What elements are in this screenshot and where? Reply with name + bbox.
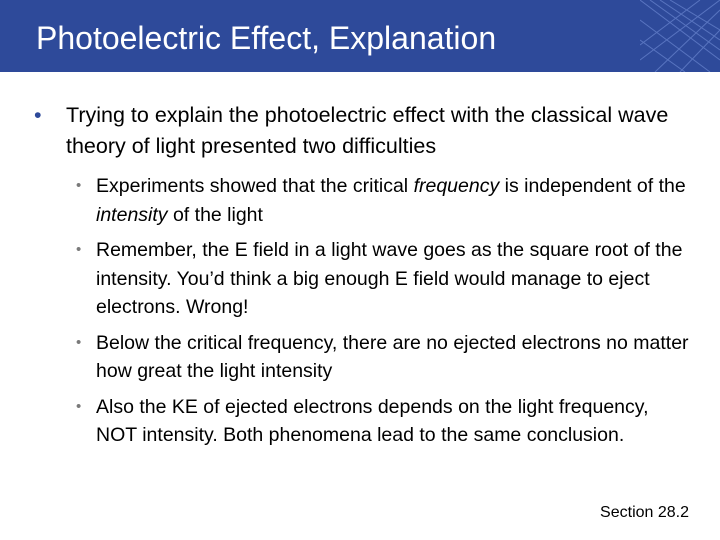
- main-bullet: [30, 100, 690, 162]
- sub-bullet-text: [96, 332, 689, 383]
- slide-title: Photoelectric Effect, Explanation: [36, 20, 497, 56]
- text-segment: Below the critical frequency, there are no ejected electrons no matter how great the light intensity: [96, 331, 689, 382]
- slide-content: [30, 100, 690, 457]
- sub-bullet-2: [30, 236, 690, 322]
- bullet-marker: •: [76, 397, 82, 415]
- title-bar: [0, 0, 720, 72]
- bullet-marker: •: [76, 241, 82, 258]
- sub-bullet-text: [96, 396, 649, 447]
- emphasized-term: frequency: [413, 175, 500, 197]
- sub-bullet-list: [30, 172, 690, 450]
- emphasized-term: intensity: [96, 203, 168, 226]
- section-footer: Section 28.2: [600, 504, 689, 521]
- sub-bullet-1: [30, 172, 690, 229]
- sub-bullet-text: [96, 175, 686, 226]
- text-segment: Also the KE of ejected electrons depends on the light frequency, NOT intensity. Both phenomena lead to the same conclusion.: [96, 395, 649, 446]
- text-segment: Remember, the E field in a light wave goes as the square root of the intensity. You’d think a big enough E field would manage to eject electrons. Wrong!: [96, 239, 683, 318]
- sub-bullet-4: [30, 393, 690, 450]
- decorative-lines-graphic: [640, 0, 720, 72]
- sub-bullet-text: [96, 239, 682, 318]
- sub-bullet-3: [30, 329, 690, 386]
- bullet-marker: •: [34, 103, 42, 127]
- text-segment: of the light: [167, 203, 263, 226]
- bullet-marker: •: [76, 333, 82, 351]
- text-segment: is independent of the: [499, 175, 686, 197]
- bullet-marker: •: [76, 177, 82, 194]
- main-bullet-text: Trying to explain the photoelectric effect with the classical wave theory of light presented two difficulties: [66, 103, 669, 158]
- text-segment: Experiments showed that the critical: [96, 175, 414, 197]
